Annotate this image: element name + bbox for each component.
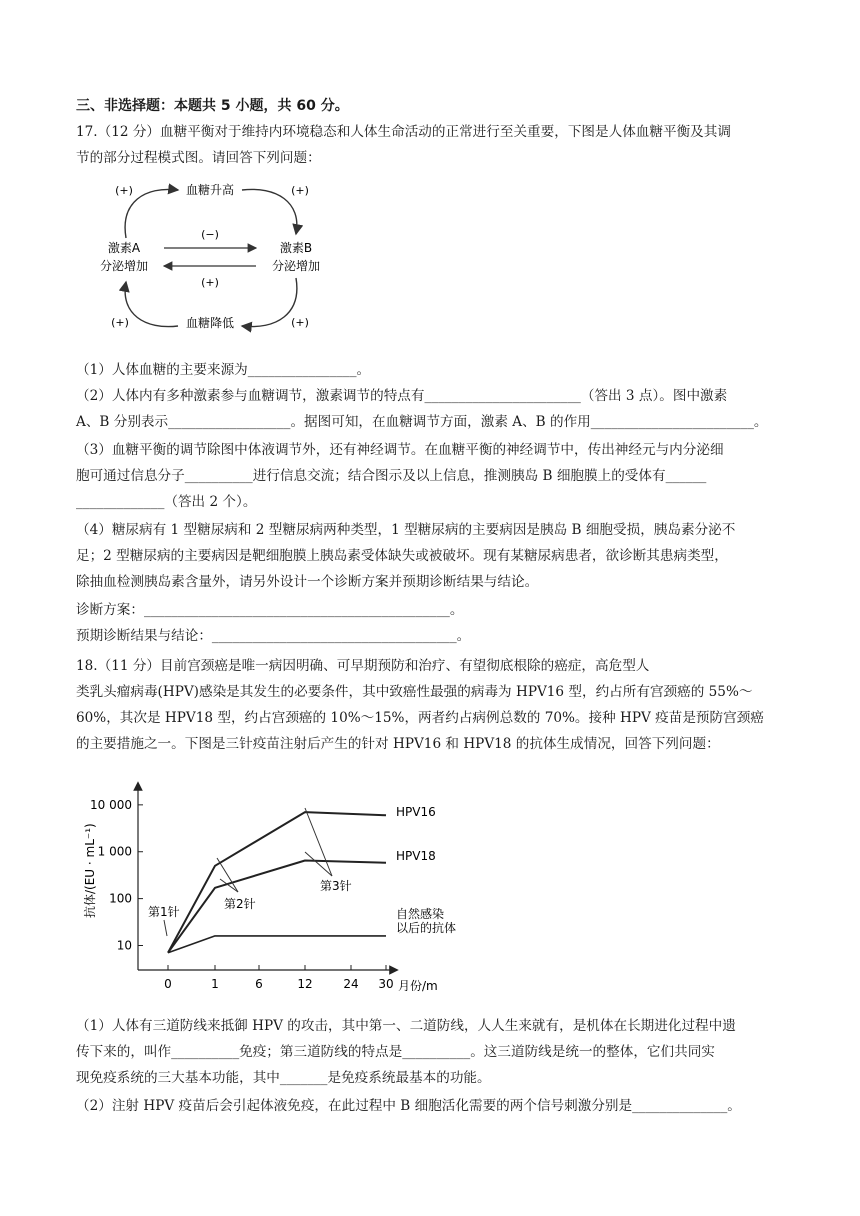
q17-part3-line1: （3）血糖平衡的调节除图中体液调节外，还有神经调节。在血糖平衡的神经调节中，传出神经元与内分泌细 [76,442,724,458]
q17-part4-line1: （4）糖尿病有 1 型糖尿病和 2 型糖尿病两种类型，1 型糖尿病的主要病因是胰岛 B 细胞受损，胰岛素分泌不 [76,522,736,538]
arrow-top-to-right [242,189,297,234]
annotation-natural-2: 以后的抗体 [396,921,457,935]
pointer-dose1 [164,920,167,936]
diagram-top-label: 血糖升高 [185,183,235,197]
x-tick-label-4: 24 [343,977,359,991]
diagram-bottom-label: 血糖降低 [185,316,235,330]
section-title: 三、非选择题：本题共 5 小题，共 60 分。 [76,98,349,114]
pointer-dose3-a [305,808,332,876]
diagram-right-label-2: 分泌增加 [271,259,321,273]
annotation-dose2: 第2针 [224,897,256,911]
arrow-left-to-top [125,189,178,238]
x-tick-label-2: 6 [255,977,263,991]
series-line-1 [168,861,386,953]
q18-part2: （2）注射 HPV 疫苗后会引起体液免疫，在此过程中 B 细胞活化需要的两个信号刺激分别是______________。 [76,1098,741,1114]
sign-plus-top-left: (+) [115,184,133,197]
y-tick-label-0: 10 [116,938,132,953]
y-axis-label: 抗体/(EU · mL⁻¹) [83,823,97,918]
q18-line4: 的主要措施之一。下图是三针疫苗注射后产生的针对 HPV16 和 HPV18 的抗体生成情况，回答下列问题： [76,736,720,752]
annotation-dose1: 第1针 [148,905,180,919]
annotation-dose3: 第3针 [320,879,352,893]
y-tick-label-1: 100 [109,891,132,906]
q17-result: 预期诊断结果与结论：____________________________________。 [76,628,471,644]
q17-intro-line2: 节的部分过程模式图。请回答下列问题： [76,150,321,166]
arrow-bottom-to-left [125,282,178,327]
q17-intro-line1: 17.（12 分）血糖平衡对于维持内环境稳态和人体生命活动的正常进行至关重要，下图是人体血糖平衡及其调 [76,124,731,140]
diagram-left-label-2: 分泌增加 [99,259,149,273]
x-axis-label: 月份/m [398,979,438,993]
q17-part1: （1）人体血糖的主要来源为________________。 [76,362,371,378]
sign-plus-top-right: (+) [291,184,309,197]
q17-plan: 诊断方案：_____________________________________________。 [76,602,464,618]
legend-hpv18: HPV18 [396,849,436,863]
q17-part2-line2: A、B 分别表示__________________。据图可知，在血糖调节方面，激素 A、B 的作用________________________。 [76,414,768,430]
y-tick-label-2: 1 000 [97,844,132,859]
q18-line2: 类乳头瘤病毒(HPV)感染是其发生的必要条件，其中致癌性最强的病毒为 HPV16 型，约占所有宫颈癌的 55%～ [76,684,753,700]
blood-glucose-diagram [90,174,330,346]
legend-hpv16: HPV16 [396,805,436,819]
arrow-right-to-bottom [242,278,297,327]
series-line-0 [168,812,386,953]
q18-line3: 60%，其次是 HPV18 型，约占宫颈癌的 10%～15%，两者约占病例总数的 70%。接种 HPV 疫苗是预防宫颈癌 [76,710,764,726]
sign-minus: (−) [201,228,219,241]
q18-part1-line1: （1）人体有三道防线来抵御 HPV 的攻击，其中第一、二道防线，人人生来就有，是机体在长期进化过程中遗 [76,1018,736,1034]
q18-part1-line3: 现免疫系统的三大基本功能，其中_______是免疫系统最基本的功能。 [76,1070,491,1086]
q17-part4-line3: 除抽血检测胰岛素含量外，请另外设计一个诊断方案并预期诊断结果与结论。 [76,574,539,590]
sign-plus-middle: (+) [201,276,219,289]
q18-part1-line2: 传下来的，叫作__________免疫；第三道防线的特点是__________。这三道防线是统一的整体，它们共同实 [76,1044,715,1060]
q17-part4-line2: 足；2 型糖尿病的主要病因是靶细胞膜上胰岛素受体缺失或被破坏。现有某糖尿病患者，欲诊断其患病类型， [76,548,728,564]
x-tick-label-0: 0 [164,977,172,991]
x-tick-label-3: 12 [297,977,313,991]
q18-line1: 18.（11 分）目前宫颈癌是唯一病因明确、可早期预防和治疗、有望彻底根除的癌症，高危型人 [76,658,650,674]
antibody-chart [76,778,476,1000]
diagram-left-label-1: 激素A [107,241,141,255]
x-tick-label-1: 1 [211,977,219,991]
q17-part3-line2: 胞可通过信息分子__________进行信息交流；结合图示及以上信息，推测胰岛 B 细胞膜上的受体有______ [76,468,707,484]
series-line-2 [168,936,386,953]
q17-part2-line1: （2）人体内有多种激素参与血糖调节，激素调节的特点有_______________________（答出 3 点）。图中激素 [76,388,728,404]
x-tick-label-5: 30 [378,977,394,991]
q17-part3-line3: _____________（答出 2 个）。 [76,494,257,510]
pointer-dose3-b [305,852,332,876]
annotation-natural-1: 自然感染 [396,907,445,921]
sign-plus-bottom-right: (+) [291,316,309,329]
sign-plus-bottom-left: (+) [111,316,129,329]
y-tick-label-3: 10 000 [90,797,132,812]
diagram-right-label-1: 激素B [279,241,313,255]
